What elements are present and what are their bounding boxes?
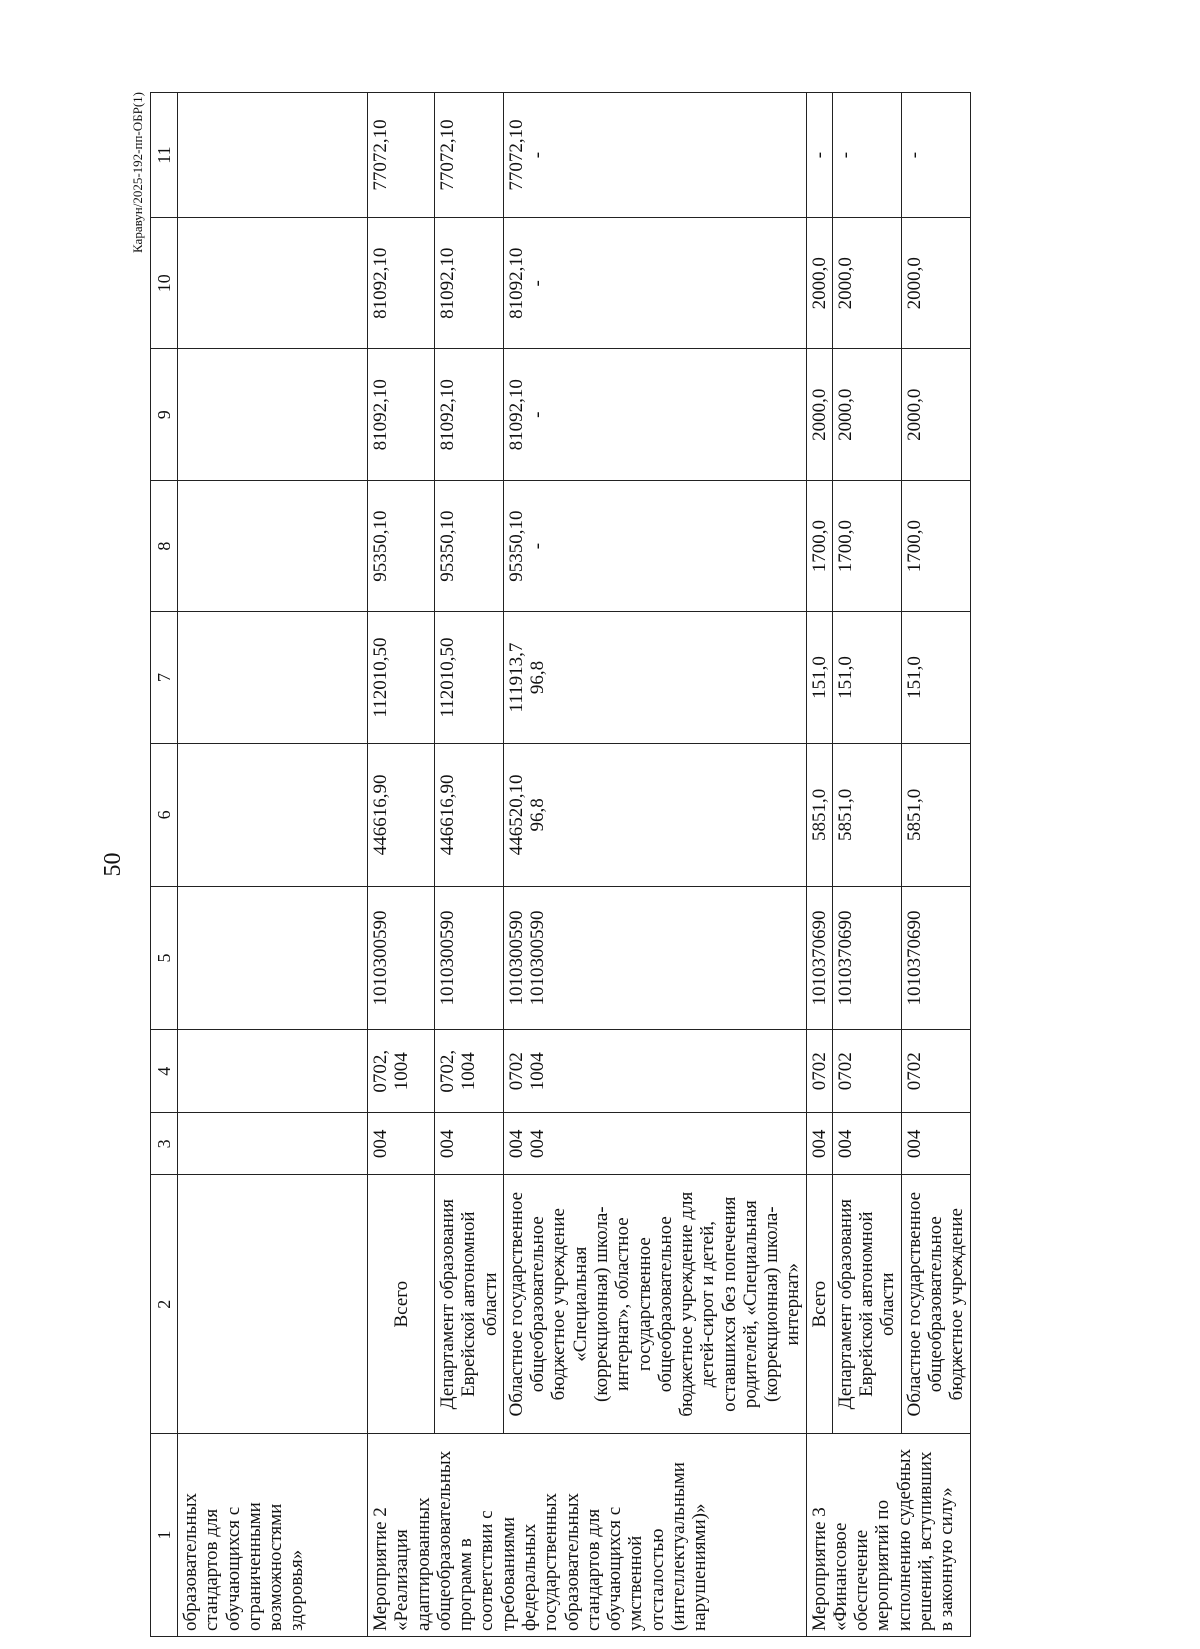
value-cell: 81092,10	[368, 218, 435, 349]
value-line: 96,8	[527, 660, 549, 695]
value-line: 0702	[505, 1052, 527, 1091]
value-cell: 004	[832, 1113, 901, 1175]
table-row	[503, 93, 806, 1637]
value-cell	[503, 743, 806, 886]
value-cell: 95350,10	[368, 480, 435, 611]
table-row	[901, 93, 970, 1637]
value-cell	[503, 1113, 806, 1175]
table-row	[832, 93, 901, 1637]
value-line: 111913,7	[505, 642, 527, 713]
col-header: 9	[151, 349, 178, 480]
value-line: 004	[527, 1129, 549, 1159]
empty-cell	[178, 1175, 368, 1434]
empty-cell	[178, 1113, 368, 1175]
value-cell: 1700,0	[806, 480, 832, 611]
value-cell: 0702	[901, 1030, 970, 1113]
rotated-document	[92, 92, 1000, 1637]
value-cell: 77072,10	[435, 93, 504, 218]
value-cell: 1010300590	[435, 886, 504, 1029]
empty-cell	[178, 743, 368, 886]
value-cell: 81092,10	[435, 349, 504, 480]
measure-cell: образовательных стандартов для обучающихся с ограниченными возможностями здоровья»	[178, 1433, 368, 1636]
value-cell: 2000,0	[832, 218, 901, 349]
value-cell: 2000,0	[901, 349, 970, 480]
empty-cell	[178, 612, 368, 743]
table-row	[368, 93, 435, 1637]
header	[92, 92, 150, 1637]
executor-cell: Всего	[368, 1175, 435, 1434]
value-line: 004	[505, 1129, 527, 1159]
value-cell	[503, 349, 806, 480]
executor-cell: Областное государственное общеобразовательное бюджетное учреждение «Специальная (коррекционная) школа-интернат», областное государственное общеобразовательное бюджетное учреждение для детей-сирот и детей, оставшихся без попечения родителей, «Специальная (коррекционная) школа-интернат»	[503, 1175, 806, 1434]
table-row	[806, 93, 832, 1637]
value-line: 446520,10	[505, 774, 527, 856]
table-row	[435, 93, 504, 1637]
col-header: 8	[151, 480, 178, 611]
value-cell: 004	[368, 1113, 435, 1175]
value-line: -	[527, 151, 549, 159]
col-header: 2	[151, 1175, 178, 1434]
value-cell: 004	[806, 1113, 832, 1175]
executor-cell: Областное государственное общеобразовательное бюджетное учреждение	[901, 1175, 970, 1434]
measure-cell: Мероприятие 2 «Реализация адаптированных общеобразовательных программ в соответствии с требованиями федеральных государственных образовательных стандартов для обучающихся с умственной отсталостью (интеллектуальными нарушениями)»	[368, 1433, 807, 1636]
value-cell: 004	[435, 1113, 504, 1175]
value-cell: 004	[901, 1113, 970, 1175]
col-header: 10	[151, 218, 178, 349]
value-cell	[503, 218, 806, 349]
value-cell: 77072,10	[368, 93, 435, 218]
value-line: 81092,10	[505, 247, 527, 319]
value-cell: 446616,90	[368, 743, 435, 886]
value-line: -	[527, 411, 549, 418]
empty-cell	[178, 1030, 368, 1113]
value-cell: 5851,0	[806, 743, 832, 886]
empty-cell	[178, 886, 368, 1029]
value-cell: 1010370690	[806, 886, 832, 1029]
finance-table	[150, 92, 971, 1637]
value-cell: 0702	[832, 1030, 901, 1113]
value-cell	[503, 1030, 806, 1113]
value-cell: 151,0	[806, 612, 832, 743]
empty-cell	[178, 480, 368, 611]
col-header: 3	[151, 1113, 178, 1175]
document-reference: Каравун/2025-192-пп-ОБР(1)	[130, 92, 145, 253]
value-line: 1010300590	[505, 910, 527, 1006]
value-line: 81092,10	[505, 379, 527, 451]
value-cell: 2000,0	[806, 349, 832, 480]
value-cell: 151,0	[901, 612, 970, 743]
col-header: 7	[151, 612, 178, 743]
value-cell: 0702, 1004	[368, 1030, 435, 1113]
value-cell: 5851,0	[832, 743, 901, 886]
value-cell: 112010,50	[368, 612, 435, 743]
table-row	[178, 93, 368, 1637]
measure-cell: Мероприятие 3 «Финансовое обеспечение мероприятий по исполнению судебных решений, вступивших в законную силу»	[806, 1433, 970, 1636]
value-cell: 1700,0	[901, 480, 970, 611]
col-header: 11	[151, 93, 178, 218]
value-cell: 81092,10	[368, 349, 435, 480]
value-line: -	[527, 542, 549, 550]
empty-cell	[178, 349, 368, 480]
executor-cell: Департамент образования Еврейской автономной области	[832, 1175, 901, 1434]
executor-cell: Всего	[806, 1175, 832, 1434]
value-line: 1004	[527, 1052, 549, 1091]
value-line: -	[527, 280, 549, 287]
page-number: 50	[100, 852, 126, 877]
value-cell: 2000,0	[806, 218, 832, 349]
value-line: 1010300590	[527, 910, 549, 1006]
value-cell: 5851,0	[901, 743, 970, 886]
value-cell: -	[806, 93, 832, 218]
value-cell: 0702, 1004	[435, 1030, 504, 1113]
executor-cell: Департамент образования Еврейской автономной области	[435, 1175, 504, 1434]
empty-cell	[178, 218, 368, 349]
value-cell	[503, 93, 806, 218]
col-header: 1	[151, 1433, 178, 1636]
empty-cell	[178, 93, 368, 218]
col-header: 6	[151, 743, 178, 886]
value-line: 95350,10	[505, 510, 527, 582]
value-cell: 2000,0	[832, 349, 901, 480]
value-cell: 81092,10	[435, 218, 504, 349]
value-cell: 112010,50	[435, 612, 504, 743]
value-cell: -	[832, 93, 901, 218]
value-cell: 0702	[806, 1030, 832, 1113]
value-line: 96,8	[527, 798, 549, 832]
value-cell	[503, 480, 806, 611]
value-cell	[503, 886, 806, 1029]
value-line: 77072,10	[505, 119, 527, 191]
value-cell: 1010370690	[832, 886, 901, 1029]
col-header: 5	[151, 886, 178, 1029]
value-cell: 151,0	[832, 612, 901, 743]
value-cell	[503, 612, 806, 743]
value-cell: 1700,0	[832, 480, 901, 611]
value-cell: 446616,90	[435, 743, 504, 886]
value-cell: 1010300590	[368, 886, 435, 1029]
column-number-row	[151, 93, 178, 1637]
value-cell: 95350,10	[435, 480, 504, 611]
value-cell: -	[901, 93, 970, 218]
col-header: 4	[151, 1030, 178, 1113]
value-cell: 1010370690	[901, 886, 970, 1029]
value-cell: 2000,0	[901, 218, 970, 349]
